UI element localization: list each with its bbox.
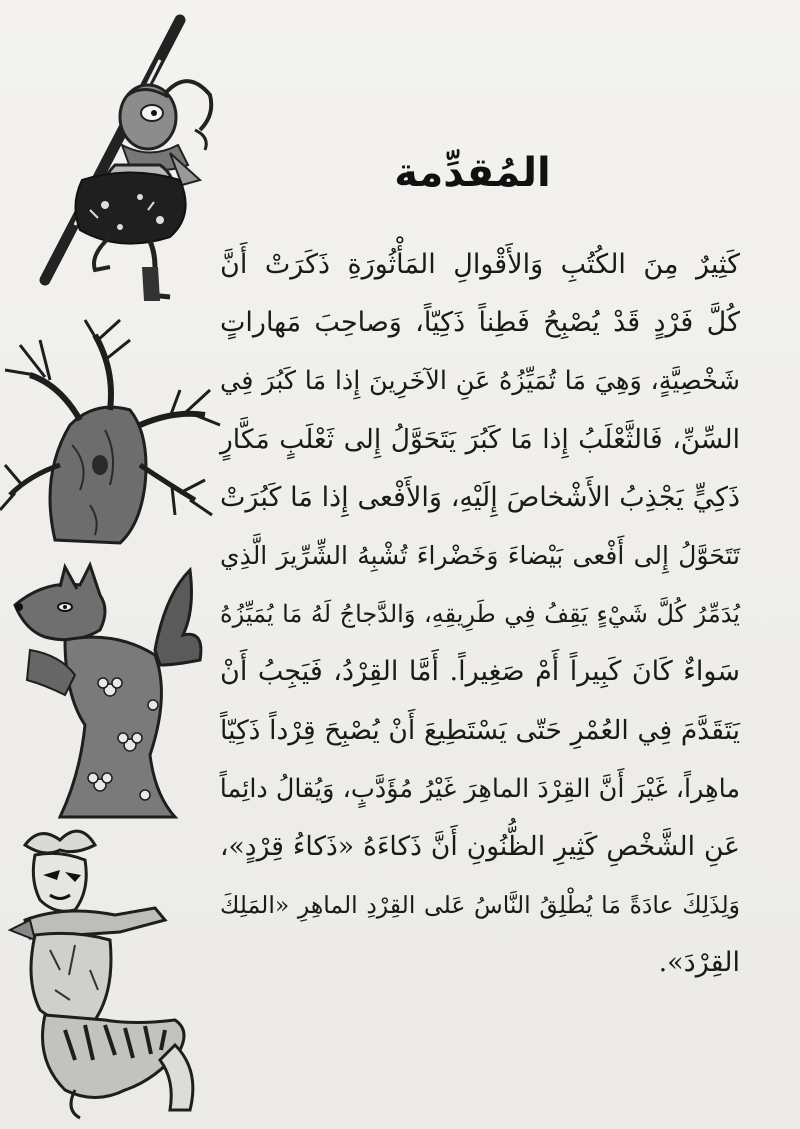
paragraph-line: تَتَحَوَّلُ إِلى أَفْعى بَيْضاءَ وَخَضْراءَ تُشْبِهُ الشِّرِّيرَ الَّذِي [220, 540, 740, 570]
paragraph-line: سَواءٌ كَانَ كَبِيراً أَمْ صَغِيراً. أَمَّا القِرْدُ، فَيَجِبُ أَنْ [220, 656, 740, 688]
paragraph-line: يَتَقَدَّمَ فِي العُمْرِ حَتّى يَسْتَطِيعَ أَنْ يُصْبِحَ قِرْداً ذَكِيّاً [220, 714, 740, 746]
paragraph-line: شَخْصِيَّةٍ، وَهِيَ مَا تُمَيِّزُهُ عَنِ الآخَرِينَ إِذا مَا كَبُرَ فِي [220, 366, 740, 397]
paragraph-line: ذَكِيٍّ يَجْذِبُ الأَشْخاصَ إِلَيْهِ، وَالأَفْعى إِذا مَا كَبُرَتْ [220, 481, 740, 513]
paragraph-line: القِرْدَ». [658, 947, 740, 979]
fox-illustration [5, 555, 210, 825]
margin-illustrations [0, 0, 230, 1129]
paragraph-line: عَنِ الشَّخْصِ كَثِيرِ الظُّنُونِ أَنَّ ذَكاءَهُ «ذَكاءُ قِرْدٍ»، [220, 830, 740, 862]
introduction-paragraph [220, 236, 740, 992]
page-title: المُقدِّمة [394, 149, 551, 196]
paragraph-line: كُلَّ فَرْدٍ قَدْ يُصْبِحُ فَطِناً ذَكِيّاً، وَصاحِبَ مَهاراتٍ [220, 307, 740, 339]
paragraph-line: ماهِراً، غَيْرَ أَنَّ القِرْدَ الماهِرَ غَيْرُ مُؤَدَّبٍ، وَيُقالُ دائِماً [219, 773, 740, 804]
paragraph-line: يُدَمِّرُ كُلَّ شَيْءٍ يَقِفُ فِي طَرِيقِهِ، وَالدَّجاجُ لَهُ مَا يُمَيِّزُهُ [220, 600, 740, 629]
tree-illustration [0, 315, 225, 550]
paragraph-line: وَلِذَلِكَ عادَةً مَا يُطْلِقُ النَّاسُ عَلى القِرْدِ الماهِرِ «المَلِكَ [220, 891, 740, 920]
masked-figure-illustration [5, 820, 215, 1120]
paragraph-line: كَثِيرٌ مِنَ الكُتُبِ وَالأَقْوالِ المَأْثُورَةِ ذَكَرَتْ أَنَّ [220, 249, 740, 280]
monkey-king-illustration [10, 5, 225, 310]
paragraph-line: السِّنِّ، فَالثَّعْلَبُ إِذا مَا كَبُرَ يَتَحَوَّلُ إِلى ثَعْلَبٍ مَكَّارٍ [220, 423, 740, 455]
